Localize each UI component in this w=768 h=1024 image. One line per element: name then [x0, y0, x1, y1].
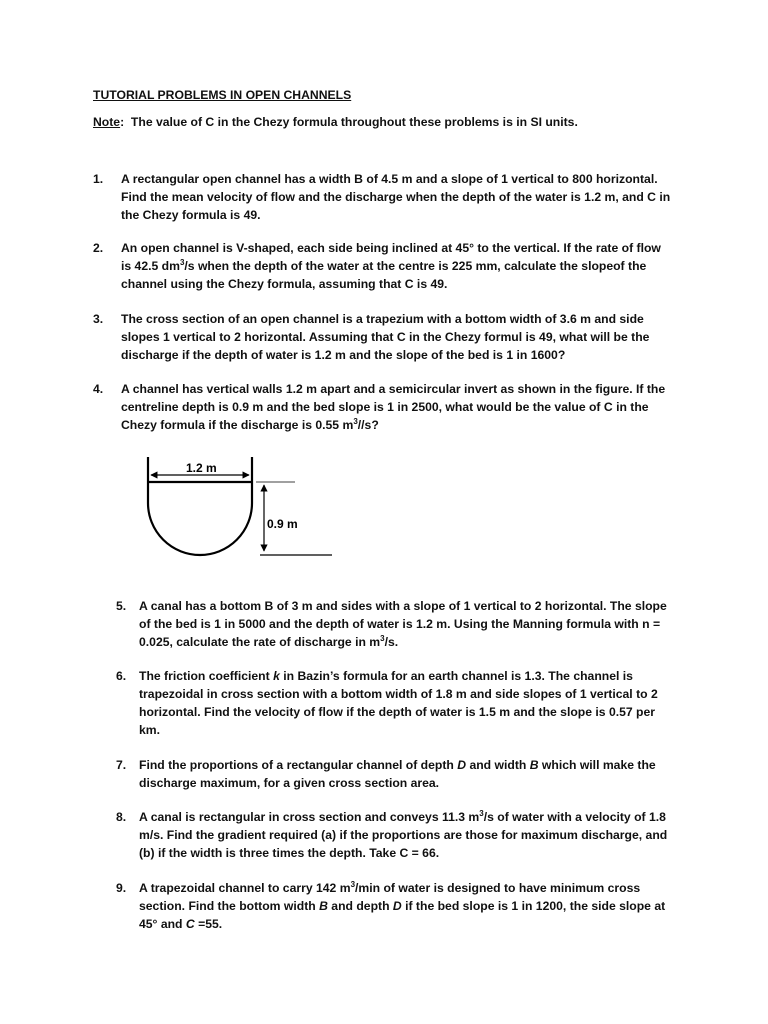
problem-text: Find the proportions of a rectangular channel of depth D and width B which will make the discharge maximum, for a given cross section area. — [139, 758, 656, 790]
problem-text: The friction coefficient k in Bazin’s formula for an earth channel is 1.3. The channel is trapezoidal in cross section with a bottom width of 1.8 m and side slopes of 1 vertical to 2 horizontal. Find the velocity of flow if the depth of water is 1.5 m and the slope is 0.57 per km. — [139, 669, 658, 737]
width-label: 1.2 m — [186, 461, 217, 475]
problem-number: 2. — [93, 241, 104, 255]
problem-number: 5. — [116, 599, 127, 613]
problem-number: 9. — [116, 881, 127, 895]
problem-number: 3. — [93, 312, 104, 326]
problem-text: The cross section of an open channel is a trapezium with a bottom width of 3.6 m and side slopes 1 vertical to 2 horizontal. Assuming that C in the Chezy formul is 49, what will be the discharge if the depth of water is 1.2 m and the slope of the bed is 1 in 1600? — [121, 312, 650, 362]
problem-text: A canal is rectangular in cross section and conveys 11.3 $m^3/s$ of water with a velocity of 1.8 m/s. Find the gradient required (a) if the proportions are those for maximum discharge, and (b) if the width is three times the depth. Take C = 66. — [139, 809, 668, 860]
problem-number: 7. — [116, 758, 127, 772]
problem-number: 8. — [116, 810, 127, 824]
note-colon: : — [120, 115, 125, 129]
problem-text: An open channel is V-shaped, each side being inclined at 45° to the vertical. If the rate of flow is 42.5 $dm^3/s$ when the depth of the water at the centre is 225 mm, calculate the slopeof the channel using the Chezy formula, assuming that C is 49. — [121, 241, 661, 291]
note-paragraph — [93, 113, 578, 131]
problem-text: A trapezoidal channel to carry 142 $m^3/\min$ of water is designed to have minimum cross section. Find the bottom width B and depth D if the bed slope is 1 in 1200, the side slope at 45° and C =55. — [139, 880, 666, 931]
note-label: Note — [93, 115, 121, 129]
channel-cross-section-figure — [140, 453, 340, 568]
problem-number: 1. — [93, 172, 104, 186]
document-title: TUTORIAL PROBLEMS IN OPEN CHANNELS — [93, 88, 352, 102]
problem-number: 4. — [93, 382, 104, 396]
problem-text: A rectangular open channel has a width B of 4.5 m and a slope of 1 vertical to 800 horizontal. Find the mean velocity of flow and the discharge when the depth of the water is 1.2 m, and C in the Chezy formula is 49. — [121, 172, 671, 222]
problem-text: A canal has a bottom B of 3 m and sides with a slope of 1 vertical to 2 horizontal. The slope of the bed is 1 in 5000 and the depth of water is 1.2 m. Using the Manning formula with n = 0.025, calculate the rate of discharge in $m^3/s$. — [139, 599, 667, 649]
channel-diagram — [140, 453, 340, 563]
depth-label: 0.9 m — [267, 517, 298, 531]
problem-number: 6. — [116, 669, 127, 683]
note-text: The value of C in the Chezy formula throughout these problems is in SI units. — [124, 115, 578, 129]
problem-text: A channel has vertical walls 1.2 m apart and a semicircular invert as shown in the figure. If the centreline depth is 0.9 m and the bed slope is 1 in 2500, what would be the value of C in the Chezy formula if the discharge is 0.55 $m^3//s$? — [121, 382, 666, 432]
